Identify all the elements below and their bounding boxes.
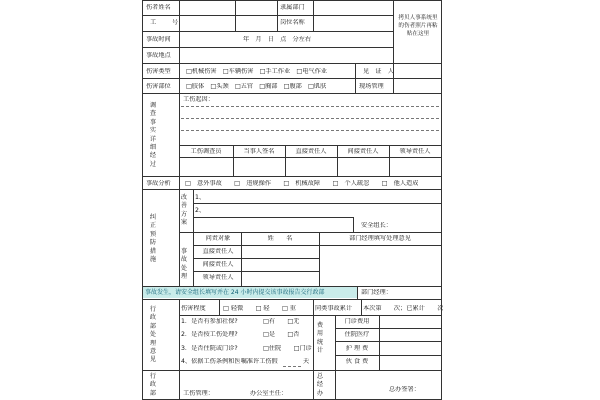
grid-line (319, 232, 320, 286)
accountability-label: 事故处理 (180, 248, 188, 281)
position-label: 岗位名称 (280, 19, 305, 26)
injury-degree-label: 伤害程度 (181, 305, 206, 312)
resp-indirect-label: 间接责任人 (202, 261, 234, 268)
signature-leader: 领导责任人 (399, 148, 431, 155)
grid-line (179, 299, 180, 399)
grid-line (193, 217, 353, 218)
injury-degree-options[interactable]: □ 轻微 □ 轻 □ 重 (223, 305, 296, 312)
accident-count[interactable]: 本次第 次；已累计 次 (363, 305, 444, 312)
grid-line (179, 315, 441, 316)
job-id-label-1: 工 (150, 19, 157, 26)
question-4-unit: 天 (303, 358, 310, 365)
grid-line (313, 0, 314, 31)
grid-line (335, 341, 441, 342)
grid-line (337, 145, 338, 176)
meal-fee-label: 伙 食 费 (345, 358, 369, 365)
dept-manager-label: 部门经理： (361, 289, 392, 296)
question-1-options[interactable]: □有 □无 (263, 318, 300, 325)
grid-line (179, 157, 441, 158)
grid-line (277, 0, 278, 31)
question-2: 2．是否按工伤处理? (181, 331, 238, 338)
sick-days-line[interactable] (283, 366, 301, 367)
grid-line (193, 189, 194, 286)
grid-line (143, 15, 393, 16)
grid-line (143, 47, 393, 48)
office-director-label: 办公室主任： (250, 390, 288, 397)
grid-line (179, 189, 180, 286)
name-header: 姓 名 (267, 235, 293, 242)
dept-manager-opinion-header: 部门经理填写处理意见 (349, 235, 411, 242)
grid-line (143, 286, 441, 287)
grid-line (193, 203, 441, 204)
grid-line (179, 176, 180, 189)
grid-line (357, 286, 358, 299)
clinic-fee-label: 门诊费用 (344, 318, 370, 325)
grid-line (335, 328, 441, 329)
correction-title: 纠正预防措施 (149, 214, 157, 264)
plan-item-1[interactable]: 1、 (195, 194, 206, 201)
same-accident-total-label: 同类事故累计 (315, 305, 353, 312)
grid-line (241, 232, 242, 286)
question-3: 3．是否住院或门诊? (181, 345, 238, 352)
injury-part-options[interactable]: □肢体 □头颈 □五官 □胸部 □腹部 □肌肤 (186, 83, 327, 90)
photo-placeholder: 拷贝人事系统里的伤者照片再粘贴在这里 (393, 0, 441, 69)
analysis-options[interactable]: □ 意外事故 □ 违规操作 □ 机械故障 □ 个人疏忽 □ 他人造成 (185, 180, 419, 187)
injury-start-label: 工伤起因： (183, 96, 214, 103)
grid-line (143, 93, 441, 94)
grid-line (335, 355, 441, 356)
expense-stats-label: 费用统计 (316, 322, 324, 355)
grid-line (143, 299, 441, 300)
grid-line (143, 176, 441, 177)
job-id-label-2: 号 (172, 19, 179, 26)
site-management-label: 现场管理 (359, 83, 384, 90)
grid-line (179, 232, 441, 233)
admin-opinion-title: 行政部处理意见 (149, 306, 157, 364)
accident-time-label: 事故时间 (146, 36, 171, 43)
signature-party: 当事人签名 (243, 148, 275, 155)
question-3-options[interactable]: □住院 □门诊 (263, 345, 312, 352)
injured-name-label: 伤者姓名 (146, 4, 171, 11)
question-4: 4、依据工伤条例和医嘱准许工伤假 (181, 358, 278, 365)
grid-line (143, 370, 441, 371)
grid-line (179, 93, 180, 176)
accident-place-label: 事故地点 (146, 52, 171, 59)
signature-direct: 直接责任人 (295, 148, 327, 155)
injury-manager-label: 工伤管理： (183, 390, 214, 397)
grid-line (143, 78, 441, 79)
resp-direct-label: 直接责任人 (202, 248, 234, 255)
gm-office-signature-label: 总办签署： (389, 386, 420, 393)
grid-line (361, 299, 362, 315)
write-line[interactable] (181, 118, 439, 119)
nursing-fee-label: 护 理 费 (345, 345, 369, 352)
plan-item-2[interactable]: 2、 (195, 207, 206, 214)
write-line[interactable] (181, 130, 439, 131)
question-1: 1．是否有参加社保? (181, 318, 238, 325)
write-line[interactable] (181, 106, 439, 107)
grid-line (193, 271, 319, 272)
investigation-title: 调查事实详细经过 (149, 102, 157, 168)
question-2-options[interactable]: □是 □否 (263, 331, 300, 338)
witness-label: 见 证 人 (363, 68, 394, 75)
improvement-plan-label: 改善方案 (180, 194, 188, 227)
hospital-fee-label: 住院医疗 (344, 331, 370, 338)
signature-indirect: 间接责任人 (347, 148, 379, 155)
grid-line (143, 0, 441, 1)
submission-notice: 事故发生，请安全组长填写并在 24 小时内提交该事故报告交行政部 (143, 287, 357, 298)
accident-time-value: 年 月 日 点 分左右 (243, 36, 312, 43)
signature-investigator: 工伤调查员 (190, 148, 222, 155)
admin-dept-title: 行政部 (149, 373, 157, 397)
injury-part-label: 伤害部位 (146, 83, 171, 90)
grid-line (233, 145, 234, 176)
accident-analysis-label: 事故分析 (146, 180, 171, 187)
resp-object-header: 问责对象 (205, 235, 231, 242)
safety-leader-label: 安全组长： (361, 222, 392, 229)
grid-line (235, 0, 236, 31)
grid-line (335, 315, 336, 399)
grid-line (193, 245, 441, 246)
grid-line (193, 258, 319, 259)
grid-line (179, 0, 180, 93)
grid-line (379, 315, 380, 370)
grid-line (393, 63, 394, 93)
grid-line (285, 145, 286, 176)
grid-line (389, 145, 390, 176)
resp-leader-label: 领导责任人 (202, 274, 234, 281)
grid-line (143, 31, 393, 32)
gm-office-title: 总经办 (316, 373, 324, 397)
injury-type-label: 伤害类型 (146, 68, 171, 75)
grid-line (143, 189, 441, 190)
grid-line (179, 145, 441, 146)
grid-line (353, 217, 354, 232)
grid-line (143, 63, 441, 64)
grid-line (219, 299, 220, 315)
grid-line (355, 63, 356, 93)
injury-type-options[interactable]: □机械伤害 □车辆伤害 □手工作业 □电气作业 (186, 68, 327, 75)
department-label: 隶属部门 (280, 4, 305, 11)
grid-line (313, 299, 314, 399)
accident-report-form (142, 0, 442, 400)
